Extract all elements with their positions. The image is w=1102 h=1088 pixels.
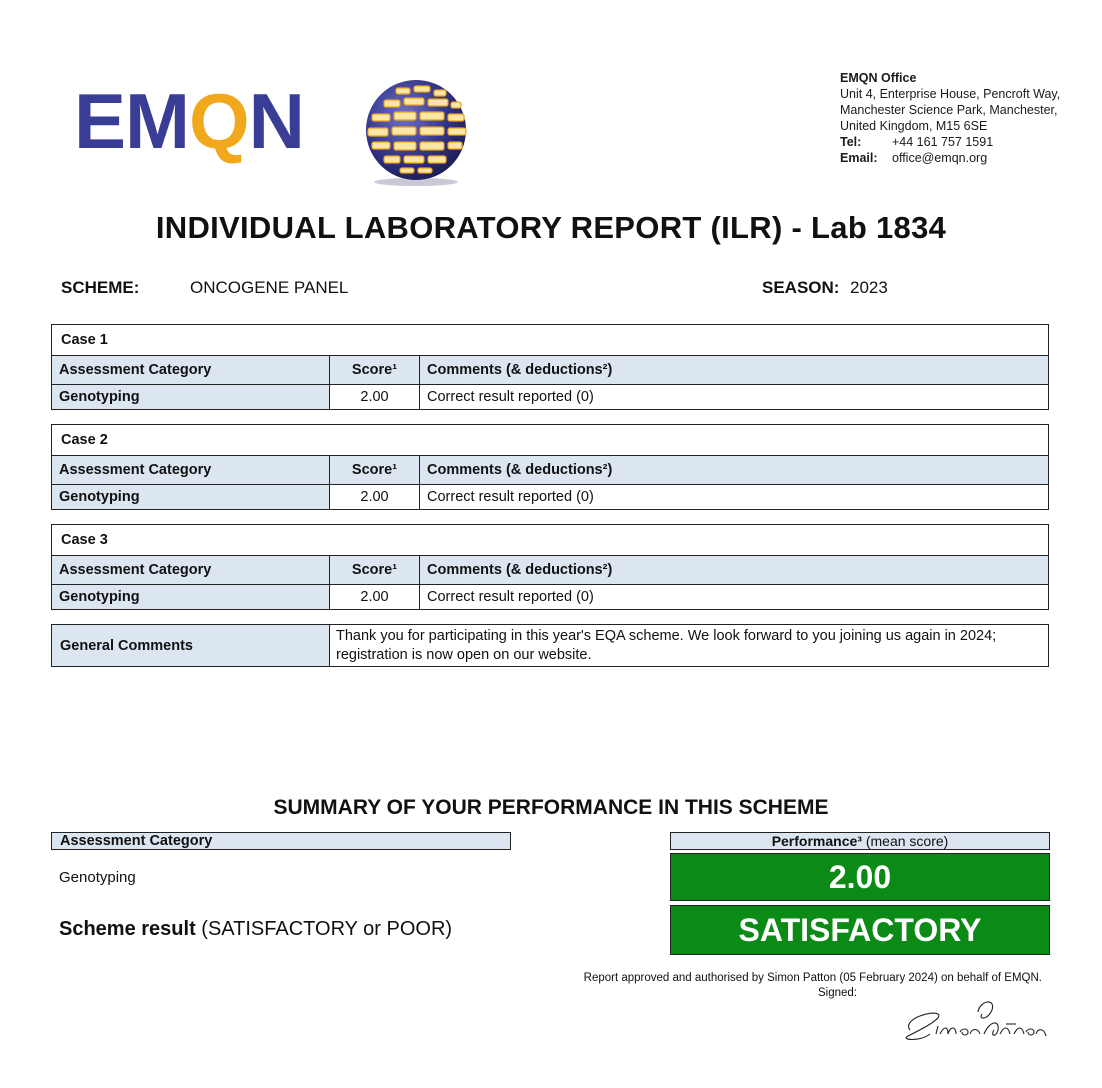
case-comment: Correct result reported (0) <box>427 589 594 605</box>
case-score: 2.00 <box>330 585 420 609</box>
approval-text: Report approved and authorised by Simon Patton (05 February 2024) on behalf of EMQN. <box>583 972 1042 984</box>
signed-label: Signed: <box>818 987 858 999</box>
globe-logo-icon <box>356 74 474 186</box>
summary-title: SUMMARY OF YOUR PERFORMANCE IN THIS SCHEME <box>273 796 829 819</box>
case-table <box>51 324 1049 410</box>
category-header: Assessment Category <box>52 356 330 385</box>
case-title: Case 3 <box>52 525 1048 556</box>
case-table <box>51 424 1049 510</box>
season-value: 2023 <box>850 278 888 297</box>
summary-performance-header <box>670 832 1050 850</box>
case-score: 2.00 <box>330 485 420 509</box>
office-title: EMQN Office <box>840 71 917 85</box>
office-tel-row <box>840 134 1070 150</box>
season-label: SEASON: <box>762 278 840 297</box>
summary-category-header: Assessment Category <box>51 832 511 850</box>
general-comments-table <box>51 624 1049 667</box>
case-category: Genotyping <box>52 485 330 509</box>
email-label: Email: <box>840 151 878 165</box>
comments-header: Comments (& deductions²) <box>420 556 1048 585</box>
signature-image <box>900 990 1050 1050</box>
case-title: Case 1 <box>52 325 1048 356</box>
scheme-label: SCHEME: <box>61 278 140 297</box>
score-header: Score¹ <box>330 556 420 585</box>
office-email-row <box>840 150 1070 166</box>
case-category: Genotyping <box>52 585 330 609</box>
score-header: Score¹ <box>330 456 420 485</box>
case-category: Genotyping <box>52 385 330 409</box>
mean-score-badge: 2.00 <box>670 853 1050 901</box>
office-address-block <box>840 70 1070 166</box>
general-comments-label: General Comments <box>52 625 330 666</box>
category-header: Assessment Category <box>52 556 330 585</box>
comments-header: Comments (& deductions²) <box>420 456 1048 485</box>
scheme-result-bold: Scheme result <box>59 918 196 940</box>
case-title: Case 2 <box>52 425 1048 456</box>
report-title: INDIVIDUAL LABORATORY REPORT (ILR) - Lab 1834 <box>155 210 947 245</box>
logo-text-q: Q <box>189 77 249 165</box>
scheme-value: ONCOGENE PANEL <box>190 278 349 297</box>
performance-header-rest: (mean score) <box>861 833 949 849</box>
score-header: Score¹ <box>330 356 420 385</box>
scheme-result-badge: SATISFACTORY <box>670 905 1050 955</box>
scheme-result-hint: (SATISFACTORY or POOR) <box>195 918 453 940</box>
tel-value: +44 161 757 1591 <box>892 135 994 149</box>
summary-category: Genotyping <box>59 869 136 886</box>
scheme-result-label <box>59 918 452 941</box>
case-table <box>51 524 1049 610</box>
logo-text-em: EM <box>74 77 189 165</box>
case-comment: Correct result reported (0) <box>427 389 594 405</box>
email-value[interactable]: office@emqn.org <box>892 151 988 165</box>
case-comment: Correct result reported (0) <box>427 489 594 505</box>
office-address: Unit 4, Enterprise House, Pencroft Way, Manchester Science Park, Manchester, United Kingdom, M15 6SE <box>840 87 1061 133</box>
logo-text-n: N <box>248 77 305 165</box>
performance-header-bold: Performance³ <box>771 833 862 849</box>
case-score: 2.00 <box>330 385 420 409</box>
general-comments-text: Thank you for participating in this year's EQA scheme. We look forward to you joining us again in 2024; registration is now open on our website. <box>336 628 997 663</box>
comments-header: Comments (& deductions²) <box>420 356 1048 385</box>
tel-label: Tel: <box>840 135 862 149</box>
category-header: Assessment Category <box>52 456 330 485</box>
emqn-logo <box>74 77 305 165</box>
